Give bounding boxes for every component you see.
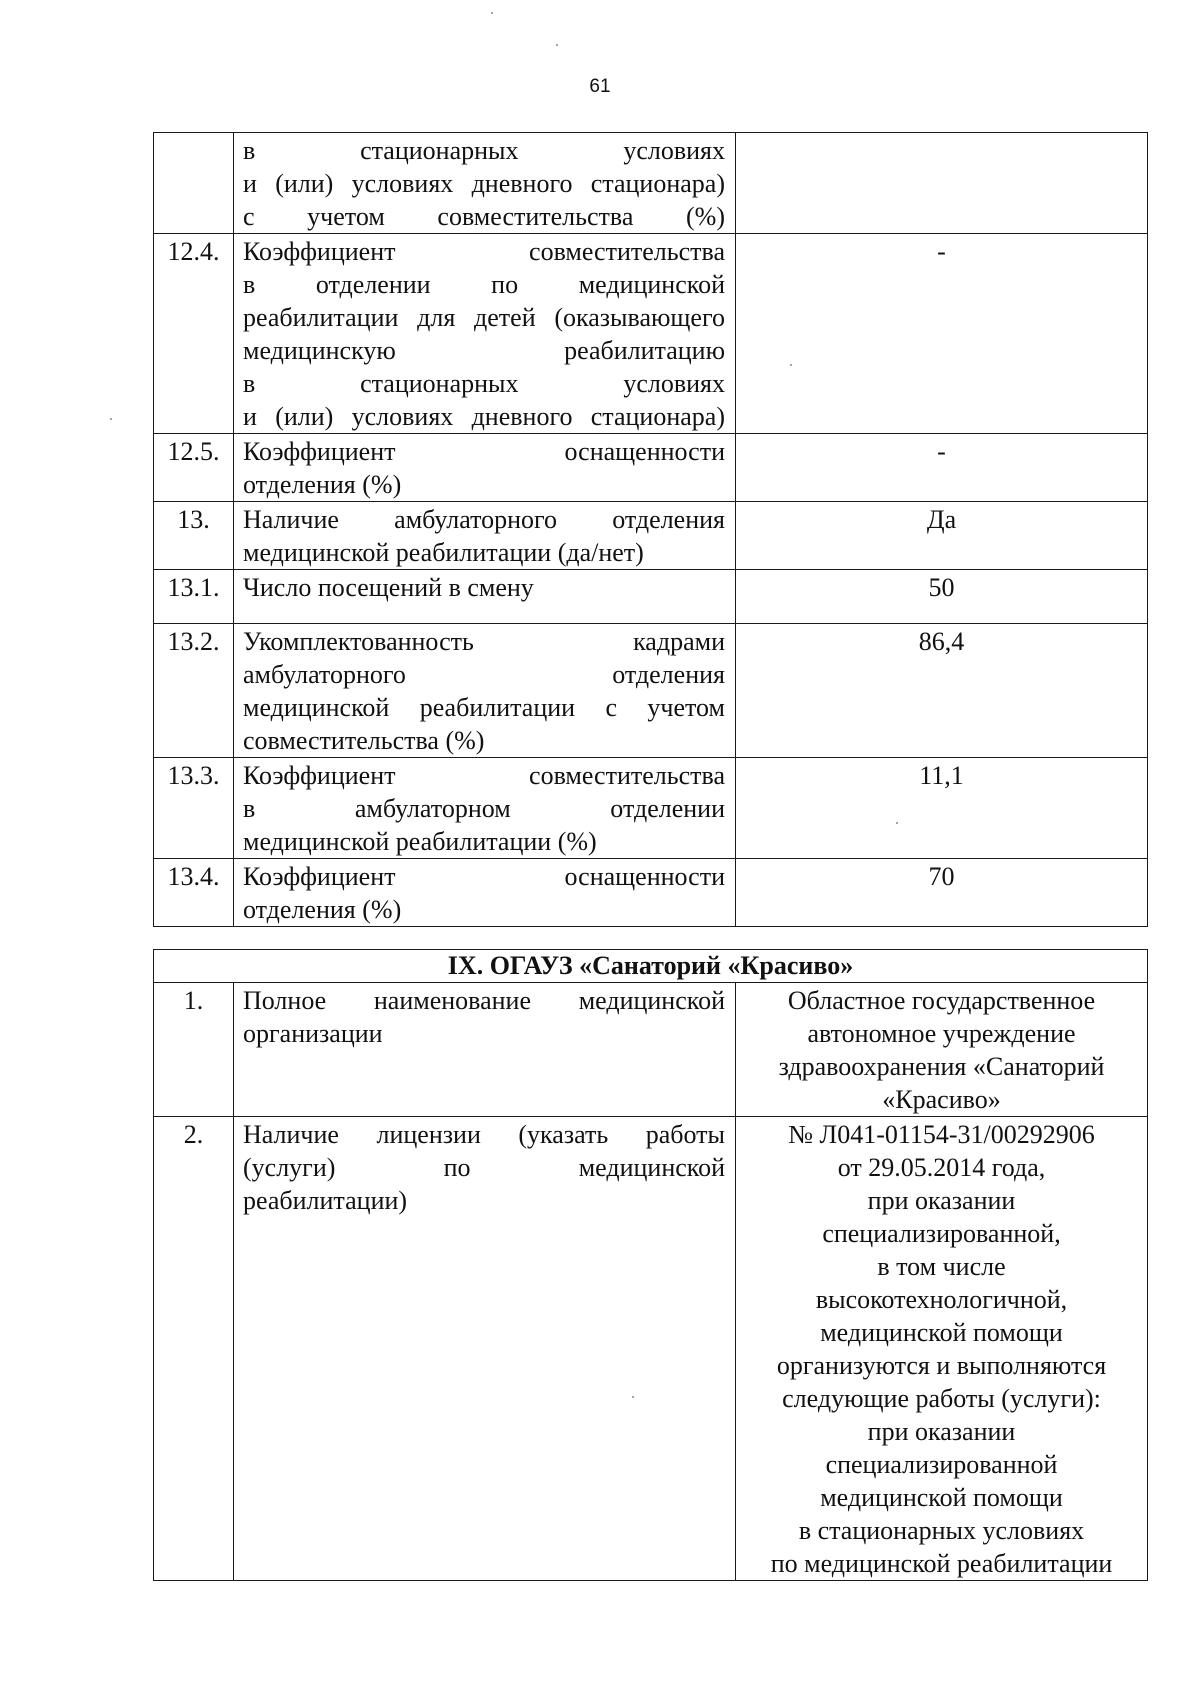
- text-line: амбулаторного отделения: [243, 660, 725, 689]
- scan-speck: [556, 44, 558, 46]
- value-line: «Красиво»: [882, 1085, 1001, 1114]
- text-line: реабилитации для детей (оказывающего: [243, 303, 725, 332]
- text-line: медицинской реабилитации (%): [243, 827, 597, 856]
- value-line: здравоохранения «Санаторий: [778, 1052, 1105, 1081]
- row-value: [736, 133, 1148, 234]
- row-description: [234, 133, 736, 234]
- table-row: [154, 758, 1148, 859]
- table-row: [154, 624, 1148, 758]
- row-value: [736, 1117, 1148, 1581]
- value-line: высокотехнологичной,: [815, 1285, 1068, 1314]
- text-line: отделения (%): [243, 470, 402, 499]
- scan-speck: [632, 1396, 634, 1398]
- row-description: [234, 570, 736, 624]
- table-row: [154, 434, 1148, 502]
- value-line: автономное учреждение: [807, 1019, 1076, 1048]
- row-description: [234, 758, 736, 859]
- row-value: -: [736, 234, 1148, 434]
- table-row: [154, 859, 1148, 927]
- table-row: [154, 502, 1148, 570]
- text-line: в отделении по медицинской: [243, 270, 725, 299]
- row-number: 13.: [154, 502, 234, 570]
- value-line: специализированной,: [822, 1219, 1061, 1248]
- value-line: организуются и выполняются: [776, 1351, 1107, 1380]
- scan-speck: [491, 12, 493, 14]
- value-line: от 29.05.2014 года,: [837, 1153, 1046, 1182]
- scan-speck: [896, 822, 898, 824]
- text-line: медицинской реабилитации с учетом: [243, 693, 725, 722]
- row-description: [234, 502, 736, 570]
- text-line: и (или) условиях дневного стационара): [243, 169, 725, 198]
- scan-speck: [110, 418, 112, 420]
- value-line: в стационарных условиях: [798, 1516, 1085, 1545]
- row-value: [736, 983, 1148, 1117]
- row-number: 12.5.: [154, 434, 234, 502]
- text-line: Коэффициент оснащенности: [243, 437, 725, 466]
- section-heading: IX. ОГАУЗ «Санаторий «Красиво»: [154, 950, 1148, 983]
- text-line: отделения (%): [243, 895, 402, 924]
- text-line: Коэффициент совместительства: [243, 761, 725, 790]
- value-line: специализированной: [825, 1450, 1058, 1479]
- text-line: Полное наименование медицинской: [243, 986, 725, 1015]
- row-number: 13.4.: [154, 859, 234, 927]
- row-description: [234, 234, 736, 434]
- row-value: 86,4: [736, 624, 1148, 758]
- row-description: [234, 983, 736, 1117]
- value-line: медицинской помощи: [820, 1483, 1063, 1512]
- text-line: (услуги) по медицинской: [243, 1153, 725, 1182]
- text-line: организации: [243, 1019, 383, 1048]
- value-line: следующие работы (услуги):: [782, 1384, 1101, 1413]
- row-number: 12.4.: [154, 234, 234, 434]
- table-row: [154, 234, 1148, 434]
- table-row: [154, 133, 1148, 234]
- text-line: Коэффициент оснащенности: [243, 862, 725, 891]
- row-number: [154, 133, 234, 234]
- text-line: Наличие лицензии (указать работы: [243, 1120, 725, 1149]
- text-line: реабилитации): [243, 1186, 408, 1215]
- row-value: 11,1: [736, 758, 1148, 859]
- row-description: [234, 1117, 736, 1581]
- sanatorium-table: [153, 949, 1148, 1581]
- row-description: [234, 859, 736, 927]
- value-line: медицинской помощи: [820, 1318, 1063, 1347]
- table-row: [154, 983, 1148, 1117]
- page-number: 61: [589, 76, 611, 97]
- row-value: 70: [736, 859, 1148, 927]
- text-line: в стационарных условиях: [243, 136, 725, 165]
- text-line: медицинскую реабилитацию: [243, 336, 725, 365]
- row-description: [234, 624, 736, 758]
- text-line: Число посещений в смену: [243, 573, 534, 602]
- text-line: и (или) условиях дневного стационара): [243, 402, 725, 431]
- value-line: по медицинской реабилитации: [770, 1549, 1113, 1578]
- text-line: с учетом совместительства (%): [243, 202, 725, 231]
- indicators-table: [153, 132, 1148, 927]
- text-line: совместительства (%): [243, 726, 485, 755]
- row-number: 1.: [154, 983, 234, 1117]
- section-heading-row: [154, 950, 1148, 983]
- scan-speck: [790, 364, 792, 366]
- row-number: 13.2.: [154, 624, 234, 758]
- row-number: 13.1.: [154, 570, 234, 624]
- row-value: -: [736, 434, 1148, 502]
- value-line: Областное государственное: [787, 986, 1096, 1015]
- row-value: Да: [736, 502, 1148, 570]
- table-row: [154, 1117, 1148, 1581]
- row-number: 2.: [154, 1117, 234, 1581]
- text-line: Наличие амбулаторного отделения: [243, 505, 725, 534]
- row-value: 50: [736, 570, 1148, 624]
- value-line: при оказании: [867, 1186, 1016, 1215]
- table-row: [154, 570, 1148, 624]
- value-line: № Л041-01154-31/00292906: [788, 1120, 1095, 1149]
- value-line: в том числе: [877, 1252, 1006, 1281]
- text-line: Коэффициент совместительства: [243, 237, 725, 266]
- text-line: в амбулаторном отделении: [243, 794, 725, 823]
- row-number: 13.3.: [154, 758, 234, 859]
- text-line: медицинской реабилитации (да/нет): [243, 538, 644, 567]
- value-line: при оказании: [867, 1417, 1016, 1446]
- row-description: [234, 434, 736, 502]
- text-line: в стационарных условиях: [243, 369, 725, 398]
- text-line: Укомплектованность кадрами: [243, 627, 725, 656]
